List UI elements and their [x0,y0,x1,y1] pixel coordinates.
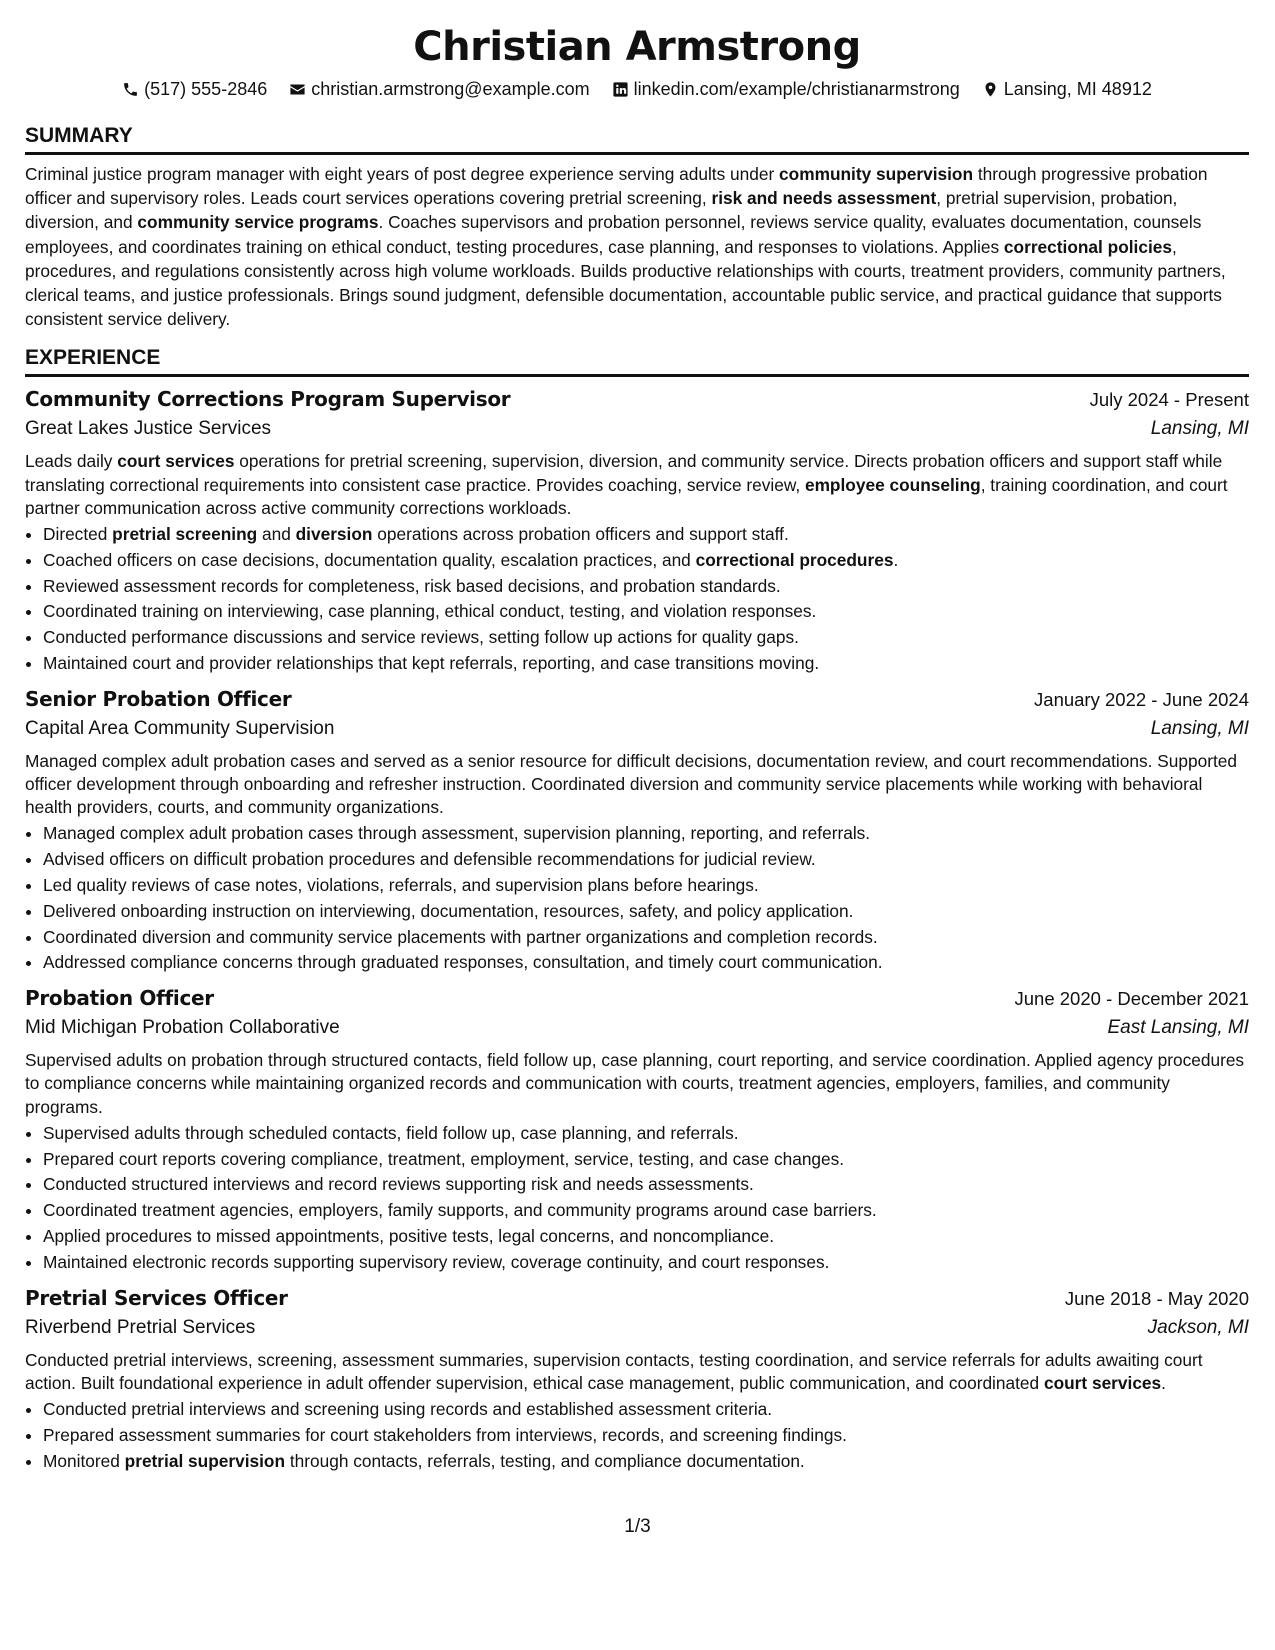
job-bullet: • Monitored pretrial supervision through contacts, referrals, testing, and compliance documentation. [43,1449,1249,1475]
emphasis-text: risk and needs assessment [711,188,937,209]
job-header [25,1284,1249,1313]
job-bullets [25,821,1249,976]
job-dates: July 2024 - Present [1089,389,1249,411]
contact-phone [122,78,267,100]
job-header [25,984,1249,1013]
company-name: Great Lakes Justice Services [25,418,272,440]
job-title: Pretrial Services Officer [25,1285,288,1310]
job-dates: June 2018 - May 2020 [1064,1287,1249,1309]
emphasis-text: community supervision [779,164,974,184]
job-bullet: • Directed pretrial screening and diversion operations across probation officers and support staff. [43,522,1249,548]
linkedin-link[interactable]: linkedin.com/example/christianarmstrong [633,79,960,99]
emphasis-text: court services [117,451,235,472]
job-bullet: • Led quality reviews of case notes, violations, referrals, and supervision plans before hearings. [43,873,1249,899]
job-bullet: • Managed complex adult probation cases through assessment, supervision planning, reporting, and referrals. [43,821,1249,847]
envelope-icon [289,81,306,98]
job-description: Supervised adults on probation through structured contacts, field follow up, case planning, court reporting, and service coordination. Applied agency procedures to compliance concerns while maintaining organized records and communication with courts, treatment agencies, employers, families, and community programs. [25,1050,1245,1117]
job-bullet: • Prepared assessment summaries for court stakeholders from interviews, records, and screening findings. [43,1423,1249,1449]
job-bullet: • Conducted pretrial interviews and screening using records and established assessment criteria. [43,1397,1249,1423]
contact-bar [25,78,1249,100]
emphasis-text: court services [1043,1372,1162,1393]
job-bullet: • Maintained electronic records supporting supervisory review, coverage continuity, and court responses. [43,1250,1249,1276]
contact-location [982,78,1152,100]
job-bullets [25,1397,1249,1474]
emphasis-text: correctional policies [1003,236,1172,257]
job-bullet: • Conducted structured interviews and record reviews supporting risk and needs assessments. [43,1172,1249,1198]
job-dates: June 2020 - December 2021 [1014,988,1249,1010]
phone-icon [122,81,139,98]
job-description: Leads daily court services operations for pretrial screening, supervision, diversion, and community service. Directs probation officers and support staff while translating correctional requirements into consistent case practice. Provides coaching, service review, employee counseling, training coordination, and court partner communication across active community corrections workloads. [25,451,1228,518]
job-location: Lansing, MI [1150,717,1249,739]
job-location: Jackson, MI [1147,1316,1249,1338]
job-title: Probation Officer [25,986,214,1011]
emphasis-text: pretrial screening [112,524,258,545]
job-title: Community Corrections Program Supervisor [25,387,511,412]
job-location: Lansing, MI [1150,418,1249,440]
job-bullet: • Applied procedures to missed appointments, positive tests, legal concerns, and noncompliance. [43,1224,1249,1250]
job-dates: January 2022 - June 2024 [1034,688,1249,710]
emphasis-text: diversion [295,524,373,545]
job-title: Senior Probation Officer [25,686,292,711]
job-bullet: • Delivered onboarding instruction on interviewing, documentation, resources, safety, and policy application. [43,899,1249,925]
summary-text: Criminal justice program manager with eight years of post degree experience serving adults under community supervision through progressive probation officer and supervisory roles. Leads court services operations covering pretrial screening, risk and needs assessment, pretrial supervision, probation, diversion, and community service programs. Coaches supervisors and probation personnel, reviews service quality, evaluates documentation, counsels employees, and coordinates training on ethical conduct, testing procedures, case planning, and responses to violations. Applies correctional policies, procedures, and regulations consistently across high volume workloads. Builds productive relationships with courts, treatment providers, community partners, clerical teams, and justice professionals. Brings sound judgment, defensible documentation, accountable public service, and practical guidance that supports consistent service delivery. [25,164,1226,330]
job-subheader [25,1013,1249,1043]
job-header [25,685,1249,714]
map-pin-icon [982,81,999,98]
job-subheader [25,1313,1249,1343]
email-link[interactable]: christian.armstrong@example.com [311,79,590,99]
job-bullet: • Supervised adults through scheduled contacts, field follow up, case planning, and referrals. [43,1121,1249,1147]
job-bullet: • Addressed compliance concerns through graduated responses, consultation, and timely court communication. [43,950,1249,976]
job-bullets [25,1121,1249,1276]
job-bullet: • Coordinated training on interviewing, case planning, ethical conduct, testing, and violation responses. [43,599,1249,625]
experience-heading: EXPERIENCE [25,346,1249,377]
linkedin-icon [612,81,629,98]
job-entry [25,685,1249,976]
job-bullet: • Conducted performance discussions and service reviews, setting follow up actions for quality gaps. [43,625,1249,651]
emphasis-text: correctional procedures [695,549,894,570]
location-text: Lansing, MI 48912 [1003,79,1152,99]
emphasis-text: employee counseling [804,474,981,495]
company-name: Riverbend Pretrial Services [25,1316,256,1338]
job-header [25,385,1249,414]
job-subheader [25,714,1249,744]
candidate-name: Christian Armstrong [413,24,861,70]
phone-text: (517) 555-2846 [144,79,268,99]
job-bullet: • Coordinated diversion and community service placements with partner organizations and completion records. [43,925,1249,951]
contact-email[interactable] [289,78,589,100]
job-location: East Lansing, MI [1107,1017,1249,1039]
emphasis-text: community service programs [137,212,379,233]
job-bullet: • Advised officers on difficult probation procedures and defensible recommendations for judicial review. [43,847,1249,873]
job-bullets [25,522,1249,677]
job-entry [25,385,1249,676]
contact-linkedin[interactable] [612,78,960,100]
experience-list [25,385,1249,1474]
job-subheader [25,414,1249,444]
emphasis-text: pretrial supervision [124,1450,286,1471]
company-name: Capital Area Community Supervision [25,717,335,739]
job-bullet: • Reviewed assessment records for completeness, risk based decisions, and probation standards. [43,574,1249,600]
job-description: Managed complex adult probation cases and served as a senior resource for difficult decisions, documentation review, and court recommendations. Supported officer development through onboarding and refresher instruction. Coordinated diversion and community service placements while working with behavioral health providers, courts, and community organizations. [25,750,1237,818]
job-bullet: • Prepared court reports covering compliance, treatment, employment, service, testing, and case changes. [43,1147,1249,1173]
summary-heading: SUMMARY [25,124,1249,155]
job-description: Conducted pretrial interviews, screening, assessment summaries, supervision contacts, testing coordination, and service referrals for adults awaiting court action. Built foundational experience in adult offender supervision, ethical case management, public communication, and coordinated court services. [25,1349,1203,1393]
company-name: Mid Michigan Probation Collaborative [25,1017,340,1039]
job-bullet: • Coordinated treatment agencies, employers, family supports, and community programs around case barriers. [43,1198,1249,1224]
job-bullet: • Coached officers on case decisions, documentation quality, escalation practices, and correctional procedures. [43,548,1249,574]
page-number: 1/3 [624,1516,651,1537]
job-entry [25,1284,1249,1475]
job-entry [25,984,1249,1275]
resume-page [25,0,1249,1474]
job-bullet: • Maintained court and provider relationships that kept referrals, reporting, and case transitions moving. [43,651,1249,677]
